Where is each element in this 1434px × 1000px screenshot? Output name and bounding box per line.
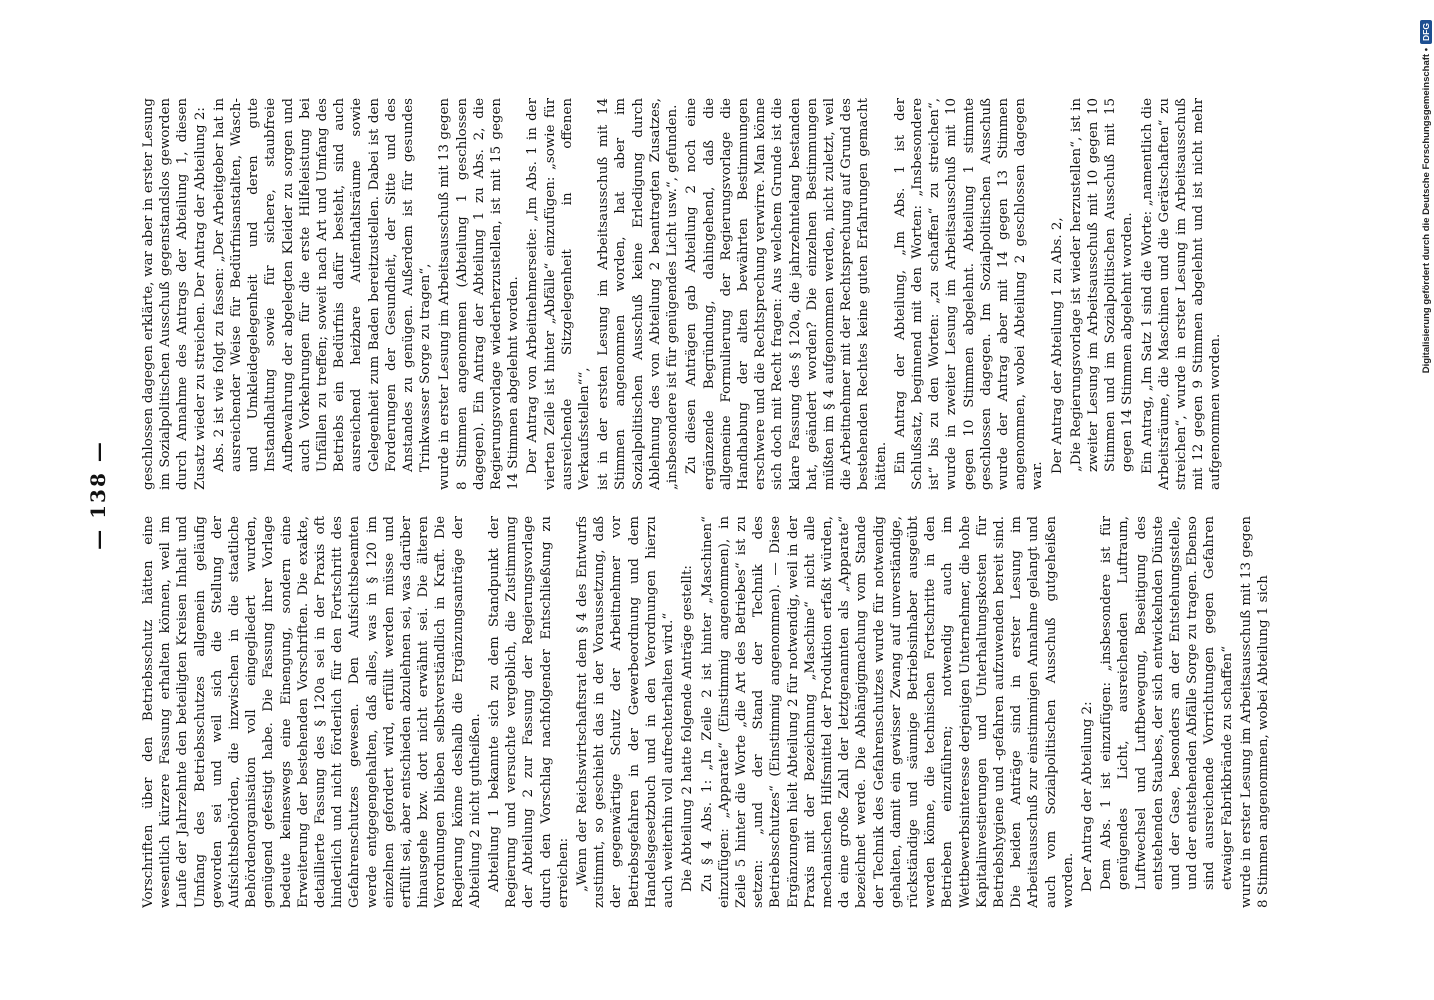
left-paragraph: Zu § 4 Abs. 1: „In Zeile 2 ist hinter „Maschinen“ einzufügen: „Apparate“ (Einstimmig angenommen), in Zeile 5 hinter die Worte „die Art des Betriebes“ ist zu setzen: „und der Stand der Technik des Betriebsschutzes“ (Einstimmig angenommen). — Diese Ergänzungen hielt Abteilung 2 für notwendig, weil in der Praxis mit der Bezeichnung „Maschine“ nicht alle mechanischen Hilfsmittel der Produktion erfaßt würden, da eine große Zahl der letztgenannten als „Apparate“ bezeichnet werde. Die Abhängigmachung vom Stande der Technik des Gefahrenschutzes wurde für notwendig gehalten, damit ein gewisser Zwang auf unverständige, rückständige und säumige Betriebsinhaber ausgeübt werden könne, die technischen Fortschritte in den Betrieben einzuführen; notwendig auch im Wettbewerbsinteresse derjenigen Unternehmer, die hohe Kapitalinvestierungen und Unterhaltungskosten für Betriebshygiene und -gefahren aufzuwenden bereit sind. Die beiden Anträge sind in erster Lesung im Arbeitsausschuß zur einstimmigen Annahme gelangt und auch vom Sozialpolitischen Ausschuß gutgeheißen worden. bbox=[699, 516, 1076, 908]
page-number: — 138 — bbox=[86, 440, 110, 550]
dfg-sidebar bbox=[1418, 0, 1434, 1000]
left-paragraph: Vorschriften über den Betriebsschutz hätten eine wesentlich kürzere Fassung erhalten können, weil im Laufe der Jahrzehnte den beteiligten Kreisen Inhalt und Umfang des Betriebsschutzes allgemein geläufig geworden sei und weil sich die Stellung der Aufsichtsbehörden, die inzwischen in die staatliche Behördenorganisation voll eingegliedert wurden, genügend gefestigt habe. Die Fassung ihrer Vorlage bedeute keineswegs eine Einengung, sondern eine Erweiterung der bestehenden Vorschriften. Die exakte, detaillierte Fassung des § 120a sei in der Praxis oft hinderlich und nicht förderlich für den Fortschritt des Gefahrenschutzes gewesen. Den Aufsichtsbeamten werde entgegengehalten, daß alles, was in § 120 im einzelnen gefordert wird, erfüllt werden müsse und erfüllt sei, aber entschieden abzulehnen sei, was darüber hinausgehe bzw. dort nicht erwähnt sei. Die älteren Verordnungen blieben selbstverständlich in Kraft. Die Regierung könne deshalb die Ergänzungsanträge der Abteilung 2 nicht gutheißen. bbox=[141, 516, 483, 908]
right-paragraph: Ein Antrag, „Im Satz 1 sind die Worte: „namentlich die Arbeitsräume, die Maschinen und die Gerätschaften“ zu streichen“, wurde in erster Lesung im Arbeitsausschuß mit 12 gegen 9 Stimmen abgelehnt und ist nicht mehr aufgenommen worden. bbox=[1139, 98, 1224, 490]
right-paragraph: „Die Regierungsvorlage ist wieder herzustellen“, ist in zweiter Lesung im Arbeitsausschuß mit 10 gegen 10 Stimmen und im Sozialpolitischen Ausschuß mit 15 gegen 14 Stimmen abgelehnt worden. bbox=[1068, 98, 1136, 472]
dfg-credit-text: Digitalisierung gefördert durch die Deutsche Forschungsgemeinschaft • bbox=[1420, 47, 1432, 374]
left-paragraph: Abteilung 1 bekannte sich zu dem Standpunkt der Regierung und versuchte vergeblich, die Zustimmung der Abteilung 2 zur Fassung der Regierungsvorlage durch den Vorschlag nachfolgender Entschließung zu erreichen: bbox=[487, 516, 571, 908]
left-paragraph: wurde in erster Lesung im Arbeitsausschuß mit 13 gegen 8 Stimmen angenommen, wobei Abteilung 1 sich bbox=[1238, 516, 1271, 908]
right-paragraph: Der Antrag von Arbeitnehmerseite: „Im Abs. 1 in der vierten Zeile ist hinter „Abfälle“ einzufügen: „sowie für ausreichende Sitzgelegenheit in offenen Verkaufsstellen““, bbox=[525, 98, 593, 490]
right-paragraph: ist in der ersten Lesung im Arbeitsausschuß mit 14 Stimmen angenommen worden, hat aber im Sozialpolitischen Ausschuß keine Erledigung durch Ablehnung des von Abteilung 2 beantragten Zusatzes, „insbesondere ist für genügendes Licht usw.“, gefunden. bbox=[596, 98, 681, 490]
dfg-logo: DFG bbox=[1420, 20, 1432, 44]
right-paragraph: wurde in erster Lesung im Arbeitsausschuß mit 13 gegen 8 Stimmen angenommen (Abteilung 1 geschlossen dagegen). Ein Antrag der Abteilung 1 zu Abs. 2, die Regierungsvorlage wiederherzustellen, ist mit 15 gegen 14 Stimmen abgelehnt worden. bbox=[437, 98, 522, 490]
left-paragraph: „Wenn der Reichswirtschaftsrat dem § 4 des Entwurfs zustimmt, so geschieht das in der Voraussetzung, daß der gegenwärtige Schutz der Arbeitnehmer vor Betriebsgefahren in der Gewerbeordnung und dem Handelsgesetzbuch und in den Verordnungen hierzu auch weiterhin voll aufrechterhalten wird.“ bbox=[575, 516, 677, 908]
right-column bbox=[140, 98, 1310, 490]
left-paragraph: Der Antrag der Abteilung 2: bbox=[1079, 701, 1095, 892]
left-column bbox=[140, 516, 1310, 908]
right-paragraph: geschlossen dagegen erklärte, war aber in erster Lesung im Sozialpolitischen Ausschuß gegenstandslos geworden durch Annahme des Antrags der Abteilung 1, diesen Zusatz wieder zu streichen. Der Antrag der Abteilung 2: bbox=[141, 98, 208, 490]
right-paragraph: Abs. 2 ist wie folgt zu fassen: „Der Arbeitgeber hat in ausreichender Weise für Bedürfnisanstalten, Wasch- und Umkleidegelegenheit und deren gute Instandhaltung sowie für sichere, staubfreie Aufbewahrung der abgelegten Kleider zu sorgen und auch Vorkehrungen für die erste Hilfeleistung bei Unfällen zu treffen; soweit nach Art und Umfang des Betriebs ein Bedürfnis dafür besteht, sind auch ausreichend heizbare Aufenthaltsräume sowie Gelegenheit zum Baden bereitzustellen. Dabei ist den Forderungen der Gesundheit, der Sitte und des Anstandes zu genügen. Außerdem ist für gesundes Trinkwasser Sorge zu tragen“, bbox=[211, 98, 434, 472]
left-paragraph: Dem Abs. 1 ist einzufügen: „insbesondere ist für genügendes Licht, ausreichenden Luftraum, Luftwechsel und Luftbewegung, Beseitigung des entstehenden Staubes, der sich entwickelnden Dünste und der Gase, besonders an der Entstehungsstelle, und der entstehenden Abfälle Sorge zu tragen. Ebenso sind ausreichende Vorrichtungen gegen Gefahren etwaiger Fabrikbrände zu schaffen“ bbox=[1099, 516, 1235, 890]
right-paragraph: Ein Antrag der Abteilung, „Im Abs. 1 ist der Schlußsatz, beginnend mit den Worten: „Insbesondere ist“ bis zu den Worten: „zu schaffen“ zu streichen“, wurde in zweiter Lesung im Arbeitsausschuß mit 10 gegen 10 Stimmen abgelehnt. Abteilung 1 stimmte geschlossen dagegen. Im Sozialpolitischen Ausschuß wurde der Antrag aber mit 14 gegen 13 Stimmen angenommen, wobei Abteilung 2 geschlossen dagegen war. bbox=[892, 98, 1046, 490]
right-paragraph: Zu diesen Anträgen gab Abteilung 2 noch eine ergänzende Begründung, dahingehend, daß die allgemeine Formulierung der Regierungsvorlage die Handhabung der alten bewährten Bestimmungen erschwere und die Rechtsprechung verwirre. Man könne sich doch mit Recht fragen: Aus welchem Grunde ist die klare Fassung des § 120a, die jahrzehntelang bestanden hat, geändert worden? Die einzelnen Bestimmungen müßten im § 4 aufgenommen werden, nicht zuletzt, weil die Arbeitnehmer mit der Rechtsprechung auf Grund des bestehenden Rechtes keine guten Erfahrungen gemacht hätten. bbox=[684, 98, 889, 490]
dfg-credit-line bbox=[1418, 0, 1434, 1000]
right-paragraph: Der Antrag der Abteilung 1 zu Abs. 2, bbox=[1049, 217, 1065, 474]
left-paragraph: Die Abteilung 2 hatte folgende Anträge gestellt: bbox=[680, 565, 696, 892]
